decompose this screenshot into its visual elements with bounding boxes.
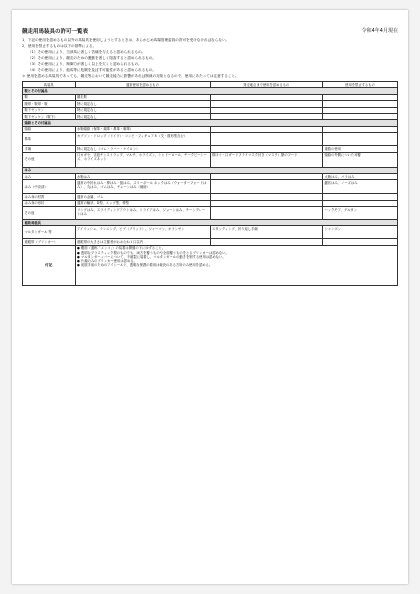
document-date: 令和4年4月現在 [361, 28, 398, 34]
cell-prohibited: 大勒はみ、パラはみ [323, 173, 398, 179]
header-normal-use: 通常使用を認めるもの [75, 82, 210, 88]
supplement-label: 付記 [23, 245, 76, 285]
cell-normal: 通常の輪状、D型、エッグ型、棒型 [75, 200, 210, 206]
row-label: 鞍下ゼッケン [23, 107, 76, 113]
note-line: （3）その使用により、制御力が著しく以上を欠くと認められるもの。 [28, 62, 142, 66]
notes-block [22, 37, 398, 79]
section-title: 頭絡とその付属品 [23, 120, 398, 126]
row-label: 頭絡 [23, 126, 76, 132]
row-label: その他 [23, 207, 76, 220]
cell-prohibited [323, 133, 398, 146]
row-label: はみ [23, 173, 76, 179]
cell-until-start: スタンディング、折り返し手綱 [210, 226, 323, 239]
header-tack: 馬装具 [23, 82, 76, 88]
cell-normal: リングはみ、スライディングアウトはみ、トライアはみ、ジョーンはみ、チーンプレートはみ [75, 207, 210, 220]
table-row [23, 207, 398, 220]
supplement-item: ● 覆面（通称「メンコ」）の装着は開催の下にゆずること。 [77, 246, 165, 251]
note-line: （4）その使用により、他馬等に危険を及ぼす可能性があると認められるもの。 [28, 68, 156, 72]
cell-normal: 通常の金属、ゴム [75, 194, 210, 200]
table-row [23, 152, 398, 167]
document-title: 競走用馬装具の許可一覧表 [22, 29, 89, 35]
cell-normal: 特に規定なし [75, 113, 210, 119]
cell-normal: 水勒頭絡（保革・頬革・鼻革・咽革） [75, 126, 210, 132]
supplement-row [23, 245, 398, 285]
cell-normal: 遮眼帯の大きさは主催者がおおむね１口以内 [75, 239, 210, 245]
supplement-item: ● 前肢手前のためのアイシールド、透明な保護の着用は裁決のある方所のみ使用を認める。 [77, 263, 213, 268]
cell-normal: 競走鞍 [75, 94, 210, 100]
table-row [23, 226, 398, 239]
cell-normal: 通常の中折れはみ・棒はみ・振はみ、スリーポール ネックはみ（ウォーターフォードはみ）、丸はみ、ゴムはみ、チェーンはみ（補助） [75, 180, 210, 194]
row-label: はみ（中央部） [23, 180, 76, 194]
header-prohibited: 使用を禁止するもの [323, 82, 398, 88]
note-line: 1．下記の使用を認めるもの以外の馬装具を使用しようとするときは、あらかじめ馬場管理委員の許可を受けなければならない。 [22, 38, 230, 42]
row-label: その他 [23, 152, 76, 167]
supplement-item: ● 片頬のみのブリンカー使用は認める。 [77, 259, 137, 264]
row-label: マルタンガール 等 [23, 226, 76, 239]
cell-normal: 特に規定なし [75, 101, 210, 107]
supplement-item: ● マルタンガーッバーについて、不破裂に装着し、マルタンガールの動きを制する使用は認めない。 [77, 254, 226, 259]
cell-normal: アイリッシュ、ランニング、ビブ（ブリッド）、ジャーマン、オランゼン [75, 226, 210, 239]
section-title: はみ [23, 167, 398, 173]
cell-prohibited: 鋸状はみ、ノーズはみ [323, 180, 398, 194]
table-row [23, 180, 398, 194]
tack-permission-table [22, 81, 398, 286]
cell-until-start [210, 207, 323, 220]
row-label: はみ身の形状 [23, 200, 76, 206]
cell-prohibited: ハックモア、ゲルタン [323, 207, 398, 220]
row-label: 鞍 [23, 94, 76, 100]
row-label: 鼻革 [23, 133, 76, 146]
row-label: 腹帯・鞍帯・鞍 [23, 101, 76, 107]
row-label: 遮眼帯（ブリンカー） [23, 239, 76, 245]
cell-prohibited: 複数の使用 [323, 146, 398, 152]
note-line: ＊ 使用を認める馬装具であっても、競走等において競走能力に影響があれば制裁の対象となるので、使用にあたっては注意すること。 [22, 74, 239, 78]
note-line: （2）その使用により、競走のための運動を著しく阻害すると認められるもの。 [28, 56, 156, 60]
cell-until-start [210, 180, 323, 194]
cell-until-start: 鼻ほぐ・口ガードフライマスク付き（マスク）類のフード [210, 152, 323, 167]
supplement-item: ● 透明なプラスティック製のものでも、両方を覆うものや全面覆うものをとるブリンカーは認めない。 [77, 250, 229, 255]
row-label: 手綱 [23, 146, 76, 152]
document-page [12, 10, 408, 584]
supplement-items [75, 245, 398, 285]
cell-normal: 特に規定なし [75, 107, 210, 113]
cell-prohibited: シャンボン [323, 226, 398, 239]
section-title: 鞍とその付属品 [23, 88, 398, 94]
cell-prohibited: 頭絡の外側についた耳覆 [323, 152, 398, 167]
note-line: （1）その使用により、当該馬に著しく苦痛を与えると認められるもの。 [28, 50, 146, 54]
cell-normal: 口カガセ、舌紐チンストラップ、マルチ、ホライズン、シャドーロール、チークピーシーズ、ホライズネット [75, 152, 210, 167]
cell-normal: 特に規定なし（ゴム・ラバー・ナイロン） [75, 146, 210, 152]
cell-normal: カブソン・ドロップ（ドイツ）・コンビ・フィギュア８（交・数形型含む） [75, 133, 210, 146]
note-line: 2．使用を禁止するものは以下の基準による。 [22, 44, 97, 48]
row-label: 鞍下ゼッケン（鞍下） [23, 113, 76, 119]
table-row [23, 133, 398, 146]
section-title: 補助馬装具 [23, 220, 398, 226]
cell-until-start [210, 133, 323, 146]
cell-normal: 水勒はみ [75, 173, 210, 179]
header-until-start: 発走地点まで使用を認めるもの [210, 82, 323, 88]
row-label: はみ身の材質 [23, 194, 76, 200]
